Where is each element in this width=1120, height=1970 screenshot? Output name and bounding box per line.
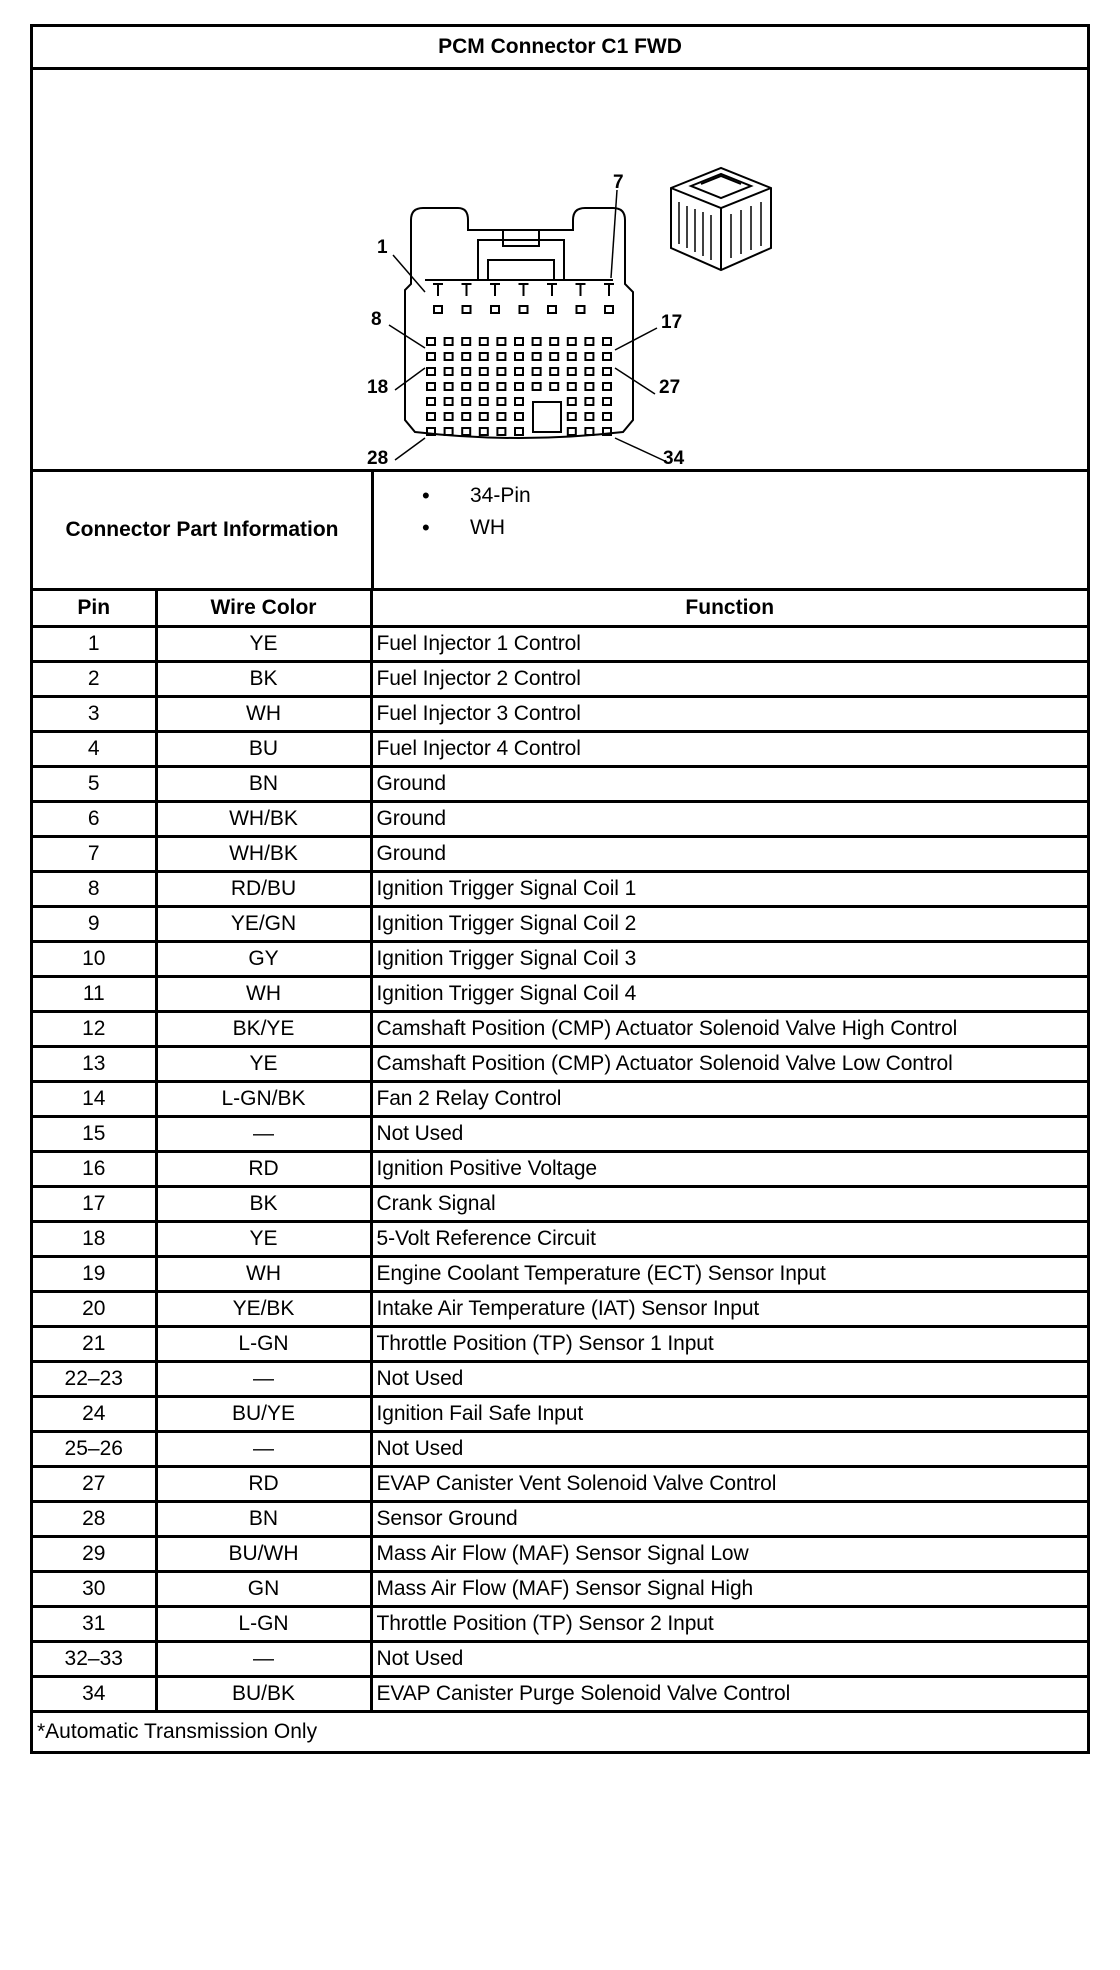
connector-sheet: [30, 24, 1090, 1754]
pin-cavity: [550, 383, 558, 390]
pin-cavity: [585, 383, 593, 390]
pin-cavity: [462, 398, 470, 405]
pin-cavity: [515, 368, 523, 375]
table-row: [33, 1466, 1087, 1501]
pin-cell: 31: [33, 1606, 156, 1641]
pin-cell: 20: [33, 1291, 156, 1326]
wire-color-cell: YE: [156, 626, 371, 661]
wire-color-cell: BN: [156, 766, 371, 801]
pin-cell: 19: [33, 1256, 156, 1291]
function-cell: Intake Air Temperature (IAT) Sensor Input: [371, 1291, 1087, 1326]
pin-cell: 14: [33, 1081, 156, 1116]
pin-cell: 4: [33, 731, 156, 766]
wire-color-cell: YE/GN: [156, 906, 371, 941]
function-cell: Camshaft Position (CMP) Actuator Solenoid Valve Low Control: [371, 1046, 1087, 1081]
pin-cavity: [445, 368, 453, 375]
function-cell: EVAP Canister Vent Solenoid Valve Control: [371, 1466, 1087, 1501]
pin-cell: 27: [33, 1466, 156, 1501]
table-row: [33, 836, 1087, 871]
pin-cell: 6: [33, 801, 156, 836]
pin-cavity: [427, 383, 435, 390]
pin-cavity: [497, 353, 505, 360]
function-cell: Mass Air Flow (MAF) Sensor Signal High: [371, 1571, 1087, 1606]
pin-cell: 10: [33, 941, 156, 976]
pin-cavity: [568, 413, 576, 420]
table-row: [33, 976, 1087, 1011]
part-info-list: [374, 472, 1087, 588]
pin-cavity: [445, 383, 453, 390]
pin-cavity: [480, 413, 488, 420]
page-title: PCM Connector C1 FWD: [33, 27, 1087, 70]
function-cell: Ignition Trigger Signal Coil 2: [371, 906, 1087, 941]
pin-cavity: [462, 413, 470, 420]
pin-cavity: [585, 428, 593, 435]
wire-color-cell: BU/BK: [156, 1676, 371, 1711]
pin-cavity: [577, 306, 585, 313]
pin-cavity: [585, 398, 593, 405]
pin-cell: 11: [33, 976, 156, 1011]
function-cell: Sensor Ground: [371, 1501, 1087, 1536]
table-row: [33, 1361, 1087, 1396]
table-row: [33, 1326, 1087, 1361]
connector-diagram: [33, 70, 1087, 472]
pin-cavity: [520, 306, 528, 313]
header-pin: Pin: [33, 591, 156, 626]
pin-cavity: [568, 383, 576, 390]
pin-cavity: [603, 338, 611, 345]
pin-cavity: [480, 398, 488, 405]
wire-color-cell: WH: [156, 1256, 371, 1291]
pin-cell: 28: [33, 1501, 156, 1536]
function-cell: Fan 2 Relay Control: [371, 1081, 1087, 1116]
pin-cell: 29: [33, 1536, 156, 1571]
pin-cell: 7: [33, 836, 156, 871]
pin-cell: 18: [33, 1221, 156, 1256]
pin-cavity: [515, 383, 523, 390]
pin-cavity: [434, 306, 442, 313]
pin-cavity: [462, 368, 470, 375]
wire-color-cell: BN: [156, 1501, 371, 1536]
pin-cavity: [427, 398, 435, 405]
wire-color-cell: RD: [156, 1151, 371, 1186]
pin-cavity: [568, 338, 576, 345]
table-row: [33, 1046, 1087, 1081]
pin-terminal: [462, 284, 472, 296]
pin-cavity: [480, 338, 488, 345]
pin-cell: 5: [33, 766, 156, 801]
pin-cavity: [533, 338, 541, 345]
wire-color-cell: YE/BK: [156, 1291, 371, 1326]
pin-cell: 32–33: [33, 1641, 156, 1676]
function-cell: Fuel Injector 4 Control: [371, 731, 1087, 766]
pin-cell: 12: [33, 1011, 156, 1046]
pin-cell: 24: [33, 1396, 156, 1431]
pin-cavity: [480, 368, 488, 375]
function-cell: Ground: [371, 766, 1087, 801]
callout-pin-17: 17: [661, 312, 683, 333]
table-row: [33, 1221, 1087, 1256]
wire-color-cell: BU/YE: [156, 1396, 371, 1431]
wire-color-cell: YE: [156, 1046, 371, 1081]
function-cell: Not Used: [371, 1431, 1087, 1466]
pin-terminal: [519, 284, 529, 296]
wire-color-cell: —: [156, 1641, 371, 1676]
pin-cavity: [533, 368, 541, 375]
function-cell: Not Used: [371, 1361, 1087, 1396]
pin-cavity: [462, 428, 470, 435]
pin-cavity: [605, 306, 613, 313]
table-row: [33, 1396, 1087, 1431]
table-row: [33, 1081, 1087, 1116]
connector-part-information: [33, 472, 1087, 591]
wire-color-cell: RD/BU: [156, 871, 371, 906]
part-info-label: Connector Part Information: [33, 472, 374, 588]
pin-cavity: [497, 338, 505, 345]
pin-cavity: [445, 353, 453, 360]
pin-cell: 17: [33, 1186, 156, 1221]
wire-color-cell: —: [156, 1361, 371, 1396]
callout-pin-28: 28: [367, 448, 389, 469]
pin-terminal: [547, 284, 557, 296]
function-cell: Throttle Position (TP) Sensor 1 Input: [371, 1326, 1087, 1361]
header-wire-color: Wire Color: [156, 591, 371, 626]
pin-cavity: [585, 338, 593, 345]
pin-cavity: [550, 353, 558, 360]
pin-cavity: [515, 353, 523, 360]
function-cell: Not Used: [371, 1116, 1087, 1151]
pin-cavity: [497, 398, 505, 405]
function-cell: Throttle Position (TP) Sensor 2 Input: [371, 1606, 1087, 1641]
pin-cavity: [585, 413, 593, 420]
table-row: [33, 1011, 1087, 1046]
function-cell: Fuel Injector 1 Control: [371, 626, 1087, 661]
wire-color-cell: BU/WH: [156, 1536, 371, 1571]
pin-cavity: [550, 338, 558, 345]
pin-cell: 3: [33, 696, 156, 731]
function-cell: Ignition Trigger Signal Coil 3: [371, 941, 1087, 976]
pin-cavity: [548, 306, 556, 313]
pin-terminal: [604, 284, 614, 296]
pinout-table: [33, 591, 1087, 1713]
function-cell: Ground: [371, 836, 1087, 871]
pin-cavity: [427, 413, 435, 420]
table-row: [33, 1291, 1087, 1326]
connector-face-drawing: [33, 70, 1087, 469]
callout-pin-34: 34: [663, 448, 685, 469]
wire-color-cell: L-GN: [156, 1606, 371, 1641]
pin-cell: 16: [33, 1151, 156, 1186]
callout-pin-8: 8: [371, 309, 382, 330]
pin-cavity: [568, 368, 576, 375]
wire-color-cell: YE: [156, 1221, 371, 1256]
table-row: [33, 1501, 1087, 1536]
pin-cavity: [603, 383, 611, 390]
function-cell: Camshaft Position (CMP) Actuator Solenoid Valve High Control: [371, 1011, 1087, 1046]
table-row: [33, 696, 1087, 731]
pin-cell: 8: [33, 871, 156, 906]
header-function: Function: [371, 591, 1087, 626]
pin-cell: 34: [33, 1676, 156, 1711]
pin-cavity: [480, 383, 488, 390]
pin-cavity: [427, 338, 435, 345]
function-cell: Ground: [371, 801, 1087, 836]
pin-cavity: [427, 368, 435, 375]
table-row: [33, 1431, 1087, 1466]
pin-cavity: [515, 413, 523, 420]
table-row: [33, 1151, 1087, 1186]
table-header-row: [33, 591, 1087, 626]
callout-pin-1: 1: [377, 237, 388, 258]
pin-cavity: [427, 353, 435, 360]
pin-cavity: [568, 353, 576, 360]
wire-color-cell: —: [156, 1431, 371, 1466]
table-row: [33, 1116, 1087, 1151]
table-row: [33, 1606, 1087, 1641]
wire-color-cell: WH: [156, 976, 371, 1011]
pin-cavity: [603, 353, 611, 360]
table-row: [33, 871, 1087, 906]
pin-cell: 13: [33, 1046, 156, 1081]
wire-color-cell: L-GN: [156, 1326, 371, 1361]
wire-color-cell: WH/BK: [156, 836, 371, 871]
pin-cavity: [603, 368, 611, 375]
pin-cavity: [462, 383, 470, 390]
table-row: [33, 801, 1087, 836]
pin-terminal: [490, 284, 500, 296]
pin-cell: 2: [33, 661, 156, 696]
table-row: [33, 1676, 1087, 1711]
callout-pin-18: 18: [367, 377, 389, 398]
pin-cavity: [445, 428, 453, 435]
function-cell: Not Used: [371, 1641, 1087, 1676]
table-row: [33, 1536, 1087, 1571]
table-row: [33, 1641, 1087, 1676]
pin-cavity: [497, 368, 505, 375]
wire-color-cell: BK/YE: [156, 1011, 371, 1046]
pin-cavity: [585, 353, 593, 360]
pin-cell: 9: [33, 906, 156, 941]
wire-color-cell: L-GN/BK: [156, 1081, 371, 1116]
pin-cell: 22–23: [33, 1361, 156, 1396]
pin-cell: 1: [33, 626, 156, 661]
pin-cavity: [480, 353, 488, 360]
pin-cavity: [480, 428, 488, 435]
pin-cavity: [462, 353, 470, 360]
wire-color-cell: BK: [156, 661, 371, 696]
pin-cavity: [445, 338, 453, 345]
pin-cavity: [568, 428, 576, 435]
pin-cavity: [515, 338, 523, 345]
function-cell: Ignition Trigger Signal Coil 1: [371, 871, 1087, 906]
table-row: [33, 941, 1087, 976]
table-row: [33, 1186, 1087, 1221]
pin-cavity: [491, 306, 499, 313]
wire-color-cell: WH/BK: [156, 801, 371, 836]
pin-cavity: [445, 398, 453, 405]
wire-color-cell: BK: [156, 1186, 371, 1221]
pin-cavity: [603, 398, 611, 405]
pin-cavity: [515, 398, 523, 405]
callout-pin-27: 27: [659, 377, 681, 398]
wire-color-cell: GY: [156, 941, 371, 976]
part-info-item: • 34-Pin: [422, 480, 1087, 512]
wire-color-cell: BU: [156, 731, 371, 766]
function-cell: 5-Volt Reference Circuit: [371, 1221, 1087, 1256]
function-cell: Fuel Injector 2 Control: [371, 661, 1087, 696]
table-row: [33, 626, 1087, 661]
pin-cell: 15: [33, 1116, 156, 1151]
pin-cell: 30: [33, 1571, 156, 1606]
function-cell: Engine Coolant Temperature (ECT) Sensor Input: [371, 1256, 1087, 1291]
table-row: [33, 906, 1087, 941]
pin-cavity: [585, 368, 593, 375]
pin-cavity: [445, 413, 453, 420]
table-row: [33, 731, 1087, 766]
function-cell: Fuel Injector 3 Control: [371, 696, 1087, 731]
pin-cell: 25–26: [33, 1431, 156, 1466]
pin-cavity: [550, 368, 558, 375]
pin-terminal: [433, 284, 443, 296]
table-row: [33, 1256, 1087, 1291]
table-row: [33, 661, 1087, 696]
function-cell: Mass Air Flow (MAF) Sensor Signal Low: [371, 1536, 1087, 1571]
footnote: *Automatic Transmission Only: [37, 1719, 318, 1743]
wire-color-cell: —: [156, 1116, 371, 1151]
pin-cavity: [497, 413, 505, 420]
pin-cavity: [533, 353, 541, 360]
wire-color-cell: RD: [156, 1466, 371, 1501]
callout-pin-7: 7: [613, 172, 624, 193]
wire-color-cell: GN: [156, 1571, 371, 1606]
function-cell: Ignition Trigger Signal Coil 4: [371, 976, 1087, 1011]
pin-cavity: [497, 383, 505, 390]
pin-cell: 21: [33, 1326, 156, 1361]
function-cell: Crank Signal: [371, 1186, 1087, 1221]
pin-cavity: [463, 306, 471, 313]
pin-cavity: [568, 398, 576, 405]
function-cell: Ignition Fail Safe Input: [371, 1396, 1087, 1431]
function-cell: EVAP Canister Purge Solenoid Valve Control: [371, 1676, 1087, 1711]
function-cell: Ignition Positive Voltage: [371, 1151, 1087, 1186]
table-row: [33, 1571, 1087, 1606]
pin-cavity: [497, 428, 505, 435]
pin-terminal: [576, 284, 586, 296]
pin-cavity: [533, 383, 541, 390]
table-row: [33, 766, 1087, 801]
part-info-item: • WH: [422, 512, 1087, 544]
wire-color-cell: WH: [156, 696, 371, 731]
pin-cavity: [603, 413, 611, 420]
pin-cavity: [462, 338, 470, 345]
pin-cavity: [515, 428, 523, 435]
